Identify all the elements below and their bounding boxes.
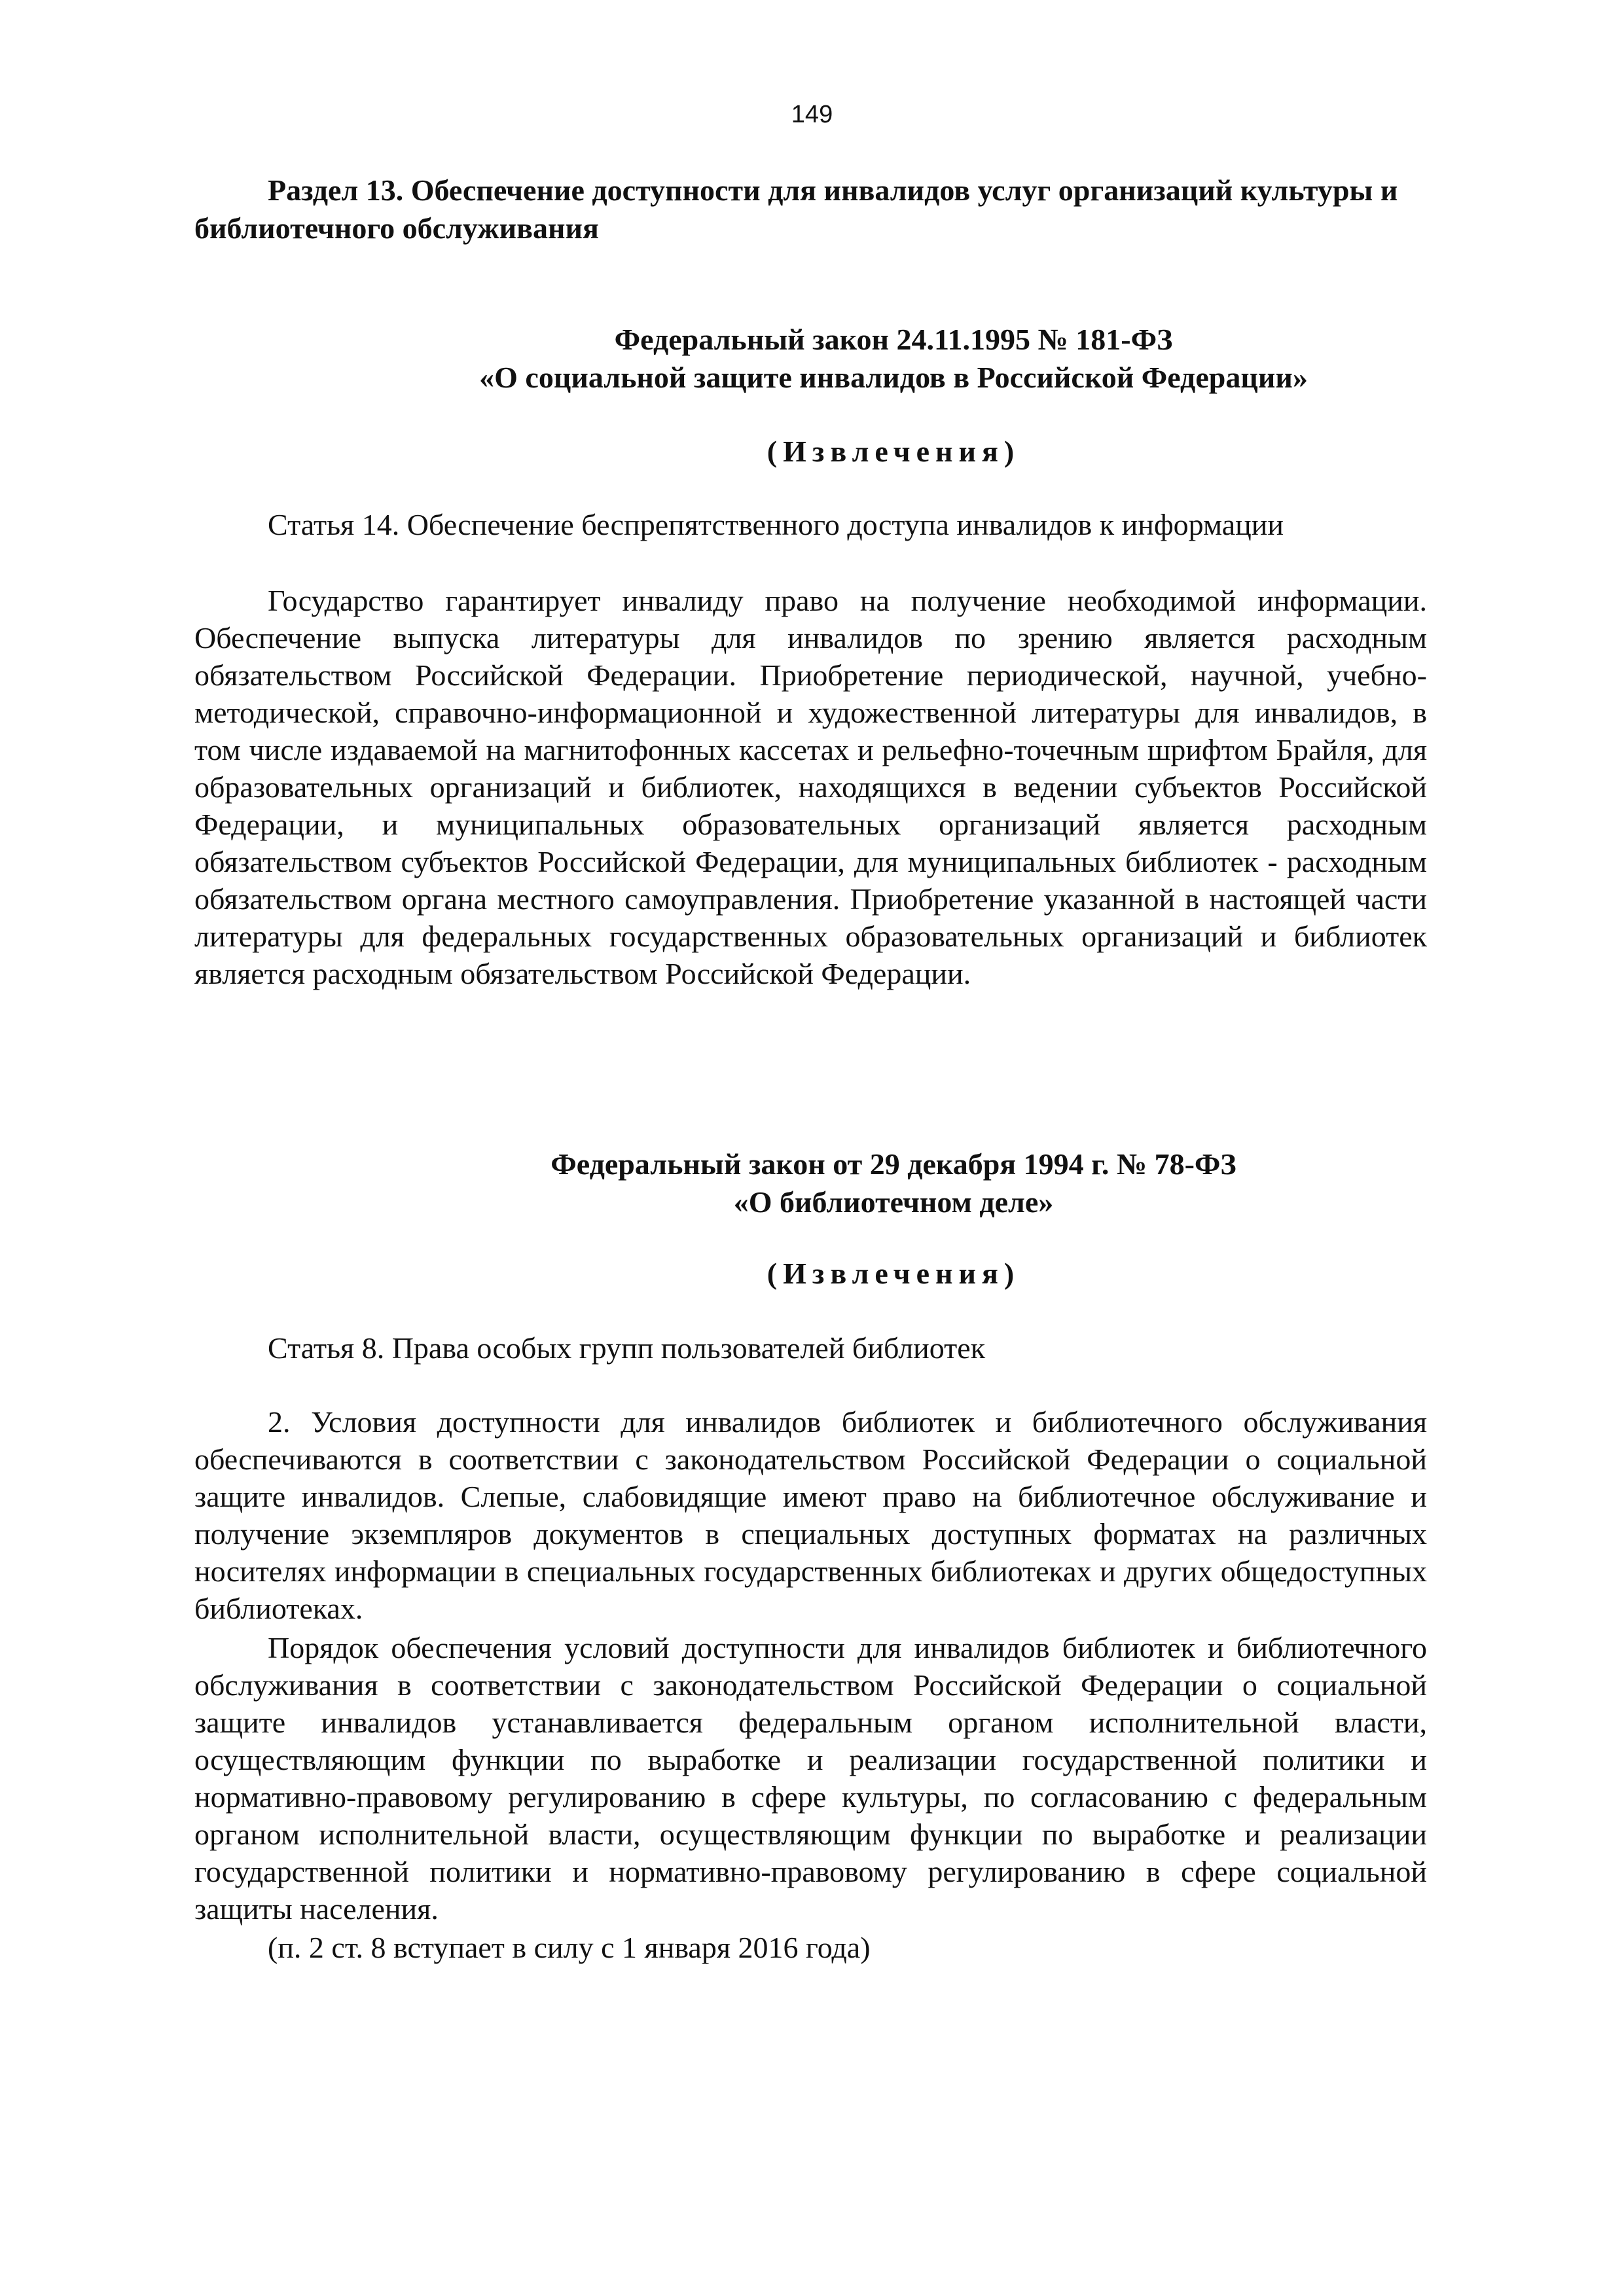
paragraph-article-14: Государство гарантирует инвалиду право на получение необходимой информации. Обеспечение выпуска литературы для инвалидов по зрению является расходным обязательством Российской Федерации. Приобретение периодической, научной, учебно-методической, справочно-информационной и художественной литературы для инвалидов, в том числе издаваемой на магнитофонных кассетах и рельефно-точечным шрифтом Брайля, для образовательных организаций и библиотек, находящихся в ведении субъектов Российской Федерации, и муниципальных образовательных организаций является расходным обязательством субъектов Российской Федерации, для муниципальных библиотек - расходным обязательством органа местного самоуправления. Приобретение указанной в настоящей части литературы для федеральных государственных образовательных организаций и библиотек является расходным обязательством Российской Федерации.	[194, 584, 1427, 990]
law-title-line2: «О библиотечном деле»	[733, 1185, 1054, 1219]
effective-date-note: (п. 2 ст. 8 вступает в силу с 1 января 2016 года)	[268, 1931, 871, 1964]
section-title: Раздел 13. Обеспечение доступности для инвалидов услуг организаций культуры и библиотечного обслуживания	[194, 173, 1398, 245]
law-title-line2: «О социальной защите инвалидов в Российской Федерации»	[479, 361, 1308, 394]
page-number: 149	[791, 101, 833, 128]
paragraph-article-8-procedure: Порядок обеспечения условий доступности для инвалидов библиотек и библиотечного обслуживания в соответствии с законодательством Российской Федерации о социальной защите инвалидов устанавливается федеральным органом исполнительной власти, осуществляющим функции по выработке и реализации государственной политики и нормативно-правовому регулированию в сфере культуры, по согласованию с федеральным органом исполнительной власти, осуществляющим функции по выработке и реализации государственной политики и нормативно-правовому регулированию в сфере социальной защиты населения.	[194, 1631, 1427, 1926]
paragraph-article-8-point-2: 2. Условия доступности для инвалидов библиотек и библиотечного обслуживания обеспечиваются в соответствии с законодательством Российской Федерации о социальной защите инвалидов. Слепые, слабовидящие имеют право на библиотечное обслуживание и получение экземпляров документов в специальных доступных форматах на различных носителях информации в специальных государственных библиотеках и других общедоступных библиотеках.	[194, 1405, 1427, 1625]
extract-label: (Извлечения)	[767, 1257, 1020, 1290]
law-title-line1: Федеральный закон от 29 декабря 1994 г. № 78-ФЗ	[550, 1147, 1236, 1181]
law-title-78-fz	[360, 1145, 1427, 1221]
article-title-8: Статья 8. Права особых групп пользователей библиотек	[268, 1331, 986, 1365]
law-title-181-fz	[360, 321, 1427, 397]
law-title-line1: Федеральный закон 24.11.1995 № 181-ФЗ	[614, 323, 1173, 356]
extract-label: (Извлечения)	[767, 435, 1020, 468]
article-title-14: Статья 14. Обеспечение беспрепятственного доступа инвалидов к информации	[268, 508, 1284, 541]
